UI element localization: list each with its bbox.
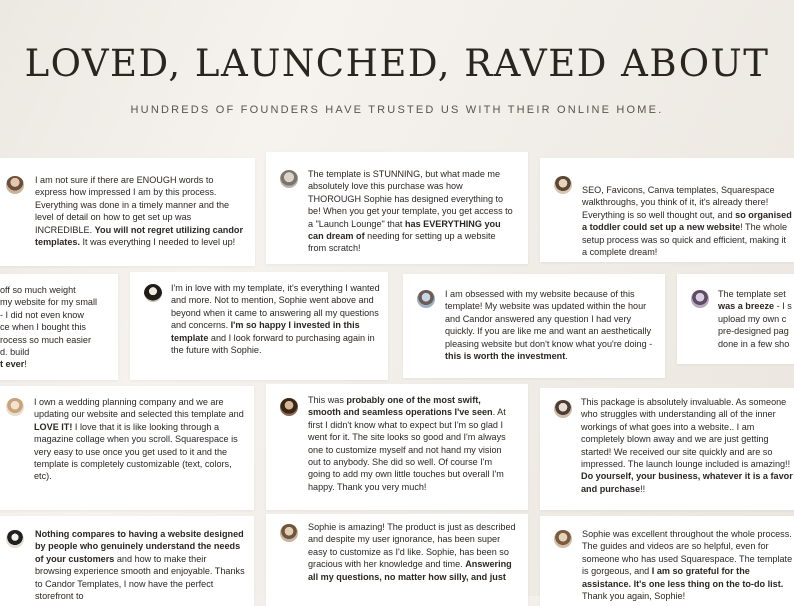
testimonial-text	[582, 184, 792, 258]
testimonial-segment: This was	[308, 395, 347, 405]
testimonial-segment: ! The whole setup process was so quick and efficient, making it a complete dream!	[582, 222, 788, 258]
testimonial-segment: !!	[640, 483, 646, 494]
testimonial-highlight: Nothing compares to having a website designed by people who genuinely understand the needs of your customers	[35, 529, 244, 564]
testimonial-segment: This package is absolutely invaluable. As someone who struggles with understanding all of the inner workings of what goes into a website.. I am completely blown away and we are just getting started! We received our site quickly and are so impressed. The launch lounge included is amazing!!	[581, 397, 791, 470]
testimonial-card	[266, 384, 528, 510]
testimonial-card	[540, 388, 794, 510]
testimonial-card	[677, 274, 794, 364]
avatar	[144, 284, 162, 302]
testimonial-highlight: so organised a toddler could set up a new website	[582, 209, 792, 233]
testimonial-highlight: LOVE IT!	[34, 421, 73, 432]
testimonial-segment: .	[565, 351, 568, 362]
avatar	[280, 398, 298, 416]
testimonial-segment: Thank you again, Sophie!	[582, 591, 686, 602]
testimonial-highlight: Do yourself, your business, whatever it is a favor and purchase	[581, 471, 793, 494]
testimonial-segment: - I s upload my own c pre-designed pag done in a few sho	[718, 301, 792, 349]
avatar	[554, 530, 572, 548]
avatar	[554, 176, 572, 194]
testimonial-segment: I love that it is like looking through a magazine collage when you scroll. Squarespace is very easy to use once you get used to it and the template is completely customizable (text, colors, etc).	[34, 421, 238, 482]
testimonial-card	[540, 158, 794, 262]
testimonial-highlight: I am so grateful for the assistance. It's one less thing on the to-do list.	[582, 566, 784, 589]
testimonial-segment: needing for setting up a website from scratch!	[308, 231, 496, 254]
testimonial-segment: and how to make their browsing experience smooth and enjoyable. Thanks to Candor Templates, I now have the perfect storefront to	[35, 553, 245, 602]
testimonial-segment: I own a wedding planning company and we are updating our website and selected this template and	[34, 397, 244, 420]
testimonial-segment: Sophie was excellent throughout the whole process. The guides and videos are so helpful, even for someone who has used Squarespace. The template is gorgeous, and	[582, 529, 793, 577]
testimonial-segment: . At first I didn't know what to expect but I'm so glad I went for it. The site looks so good and I'm always one to customize myself and not hand my vision out to anybody. She did so well. Of course I'm going to add my own little touches but overall I'm happy. Thank you very much!	[308, 407, 506, 492]
testimonial-segment: The template is STUNNING, but what made me absolutely love this purchase was how THOROUGH Sophie has designed everything to be! When you get your template, you get access to a "Launch Lounge" that	[308, 169, 513, 229]
testimonial-text	[0, 284, 118, 371]
testimonial-card	[130, 272, 388, 380]
testimonial-segment: It was everything I needed to level up!	[79, 237, 236, 248]
avatar	[6, 530, 24, 548]
testimonial-segment: and I look forward to purchasing again in the future with Sophie.	[171, 332, 375, 356]
avatar	[417, 290, 435, 308]
testimonial-text	[171, 282, 381, 356]
testimonial-text	[582, 528, 794, 602]
testimonial-segment: off so much weight my website for my small - I did not even know ce when I bought this rocess so much easier d. build	[0, 285, 98, 358]
testimonial-highlight: was a breeze	[718, 301, 775, 312]
testimonial-text	[308, 394, 516, 493]
section-subtitle: HUNDREDS OF FOUNDERS HAVE TRUSTED US WITH THEIR ONLINE HOME.	[130, 104, 664, 116]
avatar	[6, 398, 24, 416]
testimonial-segment: Sophie is amazing! The product is just as described and despite my user ignorance, has been super easy to customize as I'd like. Sophie, has been so gracious with her knowledge and time.	[308, 522, 516, 570]
testimonial-highlight: this is worth the investment	[445, 351, 566, 362]
avatar	[280, 170, 298, 188]
testimonial-segment: The template set	[718, 289, 786, 299]
testimonial-highlight: probably one of the most swift, smooth and seamless operations I've seen	[308, 395, 493, 418]
testimonial-highlight: t ever	[0, 359, 25, 370]
testimonial-text	[34, 396, 248, 483]
testimonial-text	[445, 288, 657, 362]
testimonial-segment: I'm in love with my template, it's everything I wanted and more. Not to mention, Sophie went above and beyond when it came to answering all my questions and concerns.	[171, 283, 380, 331]
testimonial-highlight: You will not regret utilizing candor templates.	[35, 224, 244, 248]
testimonial-card	[0, 158, 255, 266]
testimonial-highlight: I'm so happy I invested in this template	[171, 320, 360, 343]
testimonial-segment: SEO, Favicons, Canva templates, Squarespace walkthroughs, you think of it, it's already there! Everything is so well thought out, and	[582, 185, 775, 220]
testimonial-highlight: has EVERYTHING you can dream of	[308, 218, 501, 242]
testimonial-text	[35, 174, 245, 248]
testimonial-card	[0, 386, 254, 510]
testimonial-card	[266, 514, 528, 606]
testimonial-segment: !	[24, 359, 27, 370]
testimonial-card	[0, 274, 118, 380]
testimonial-text	[581, 396, 793, 495]
avatar	[6, 176, 24, 194]
testimonial-card	[540, 516, 794, 606]
testimonial-segment: I am obsessed with my website because of this template! My website was updated within the hour and Candor answered any question I had very quickly. If you are like me and want an aesthetically pleasing website but don't know what you're doing -	[445, 289, 653, 349]
testimonial-text	[308, 521, 518, 583]
testimonial-text	[35, 528, 245, 602]
avatar	[691, 290, 709, 308]
avatar	[554, 400, 572, 418]
testimonial-text	[718, 288, 794, 350]
section-title: LOVED, LAUNCHED, RAVED ABOUT	[24, 42, 770, 85]
testimonial-highlight: Answering all my questions, no matter how silly, and just	[308, 559, 512, 582]
testimonial-text	[308, 168, 514, 255]
testimonial-card	[266, 152, 528, 264]
testimonial-segment: I am not sure if there are ENOUGH words to express how impressed I am by this process. Everything was done in a timely manner and the level of detail on how to get set up was INCREDIBLE.	[35, 175, 230, 235]
testimonial-card	[0, 516, 254, 606]
avatar	[280, 524, 298, 542]
testimonial-card	[403, 274, 665, 378]
